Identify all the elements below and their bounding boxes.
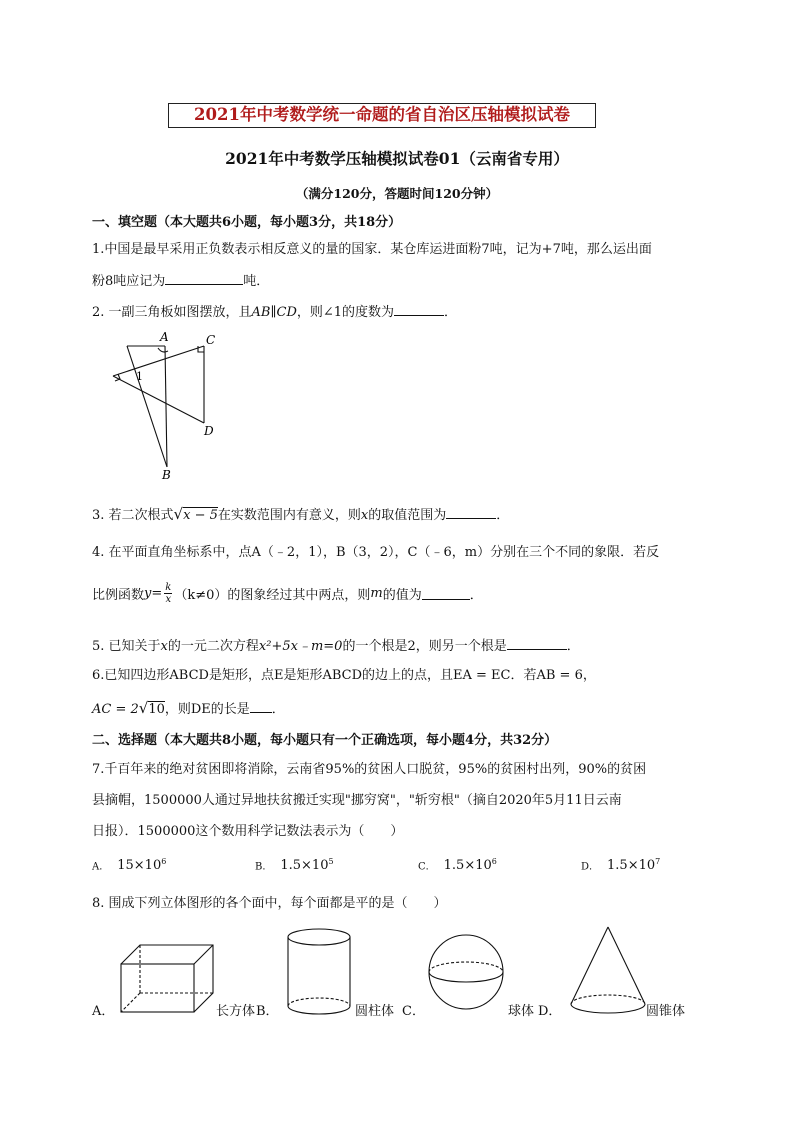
- question-6-text-b: ，则DE的长是: [164, 702, 250, 717]
- option-exponent: 7: [655, 857, 661, 866]
- question-4-eq: =: [151, 586, 163, 601]
- question-1-answer-blank[interactable]: [165, 273, 243, 285]
- option-exponent: 6: [161, 857, 167, 866]
- option-d-label: D．: [538, 1004, 562, 1019]
- question-3-text-d: ．: [496, 508, 510, 523]
- question-5-text-b: 的一元二次方程: [167, 639, 259, 654]
- question-4-fraction: [164, 582, 172, 605]
- question-3-text-a: 3. 若二次根式: [92, 508, 174, 523]
- question-7-option-d[interactable]: [581, 857, 660, 873]
- question-2-answer-blank[interactable]: [394, 304, 444, 316]
- question-2-parallel-expr: AB∥CD: [251, 305, 297, 320]
- question-7-line-2: 县摘帽，1500000人通过异地扶贫搬迁实现"挪穷窝"，"斩穷根"（摘自2020年5月11日云南: [92, 793, 622, 808]
- question-5-text-c: 的一个根是2，则另一个根是: [342, 639, 507, 654]
- option-label: C．: [418, 861, 436, 873]
- question-5-x: x: [160, 639, 168, 654]
- option-c-label: C．: [402, 1004, 425, 1019]
- section-choice-heading: 二、选择题（本大题共8小题，每小题只有一个正确选项，每小题4分，共32分）: [92, 733, 558, 748]
- option-a-label: A．: [92, 1004, 115, 1019]
- question-6-line-1: 6.已知四边形ABCD是矩形，点E是矩形ABCD的边上的点，且EA = EC．若AB = 6，: [92, 668, 596, 683]
- section-fill-in-heading: 一、填空题（本大题共6小题，每小题3分，共18分）: [92, 215, 402, 230]
- option-exponent: 6: [491, 857, 497, 866]
- option-value: 1.5×10: [607, 858, 656, 874]
- cone-caption: 圆锥体: [646, 1004, 686, 1019]
- fraction-numerator: k: [165, 582, 172, 593]
- question-5-text-d: ．: [566, 639, 580, 654]
- question-2-text-a: 2. 一副三角板如图摆放，且: [92, 305, 252, 320]
- question-4-line-1: 4. 在平面直角坐标系中，点A（﹣2，1），B（3，2），C（﹣6，m）分别在三个不同的象限．若反: [92, 545, 660, 560]
- sqrt-symbol: √: [138, 699, 149, 717]
- question-6-answer-blank[interactable]: [250, 701, 272, 713]
- option-value: 1.5×10: [280, 858, 329, 874]
- figure-label-b: B: [162, 468, 171, 482]
- sphere-caption: 球体: [508, 1004, 535, 1019]
- question-3-text-b: 在实数范围内有意义，则: [217, 508, 361, 523]
- question-4-y: y: [144, 586, 152, 601]
- question-6-radicand: 10: [148, 702, 165, 717]
- question-7-option-a[interactable]: [92, 857, 166, 873]
- question-3-var: x: [360, 508, 369, 523]
- question-7-line-3: 日报）．1500000这个数用科学记数法表示为（ ）: [92, 824, 404, 839]
- option-b-label: B．: [256, 1004, 279, 1019]
- cuboid-caption: 长方体: [216, 1004, 256, 1019]
- question-4-m: m: [370, 586, 383, 601]
- option-label: A．: [92, 861, 110, 873]
- question-4-text-c: ．: [469, 588, 483, 603]
- cylinder-figure[interactable]: [284, 926, 354, 1018]
- figure-label-a: A: [160, 330, 169, 344]
- question-5-stem: [92, 635, 580, 654]
- option-label: B．: [255, 861, 273, 873]
- question-2-triangle-figure: [100, 328, 230, 483]
- question-5-equation: x²+5x﹣m=0: [258, 639, 343, 654]
- question-2-text-c: ．: [444, 305, 458, 320]
- option-value: 15×10: [117, 858, 162, 874]
- cone-figure[interactable]: [568, 924, 648, 1018]
- question-3-stem: [92, 504, 509, 523]
- option-label: D．: [581, 861, 600, 873]
- question-3-radicand: x − 5: [183, 508, 218, 523]
- figure-label-angle-1: 1: [136, 370, 143, 383]
- question-6-ac: AC = 2: [92, 702, 139, 717]
- option-exponent: 5: [328, 857, 334, 866]
- question-2-stem: [92, 301, 457, 320]
- exam-title: 2021年中考数学压轴模拟试卷01（云南省专用）: [225, 149, 569, 168]
- cylinder-caption: 圆柱体: [355, 1004, 395, 1019]
- cuboid-figure[interactable]: [118, 940, 216, 1020]
- sphere-figure[interactable]: [426, 932, 506, 1012]
- question-2-text-b: ，则∠1的度数为: [296, 305, 395, 320]
- question-5-text-a: 5. 已知关于: [92, 639, 161, 654]
- question-8-stem: 8. 围成下列立体图形的各个面中，每个面都是平的是（ ）: [92, 896, 447, 911]
- question-4-line-2: [92, 582, 483, 605]
- question-4-text-b: 的值为: [382, 588, 422, 603]
- question-4-condition: （k≠0）的图象经过其中两点，则: [174, 588, 371, 603]
- question-1-text-a: 粉8吨应记为: [92, 274, 166, 289]
- question-1-line-1: 1.中国是最早采用正负数表示相反意义的量的国家．某仓库运进面粉7吨，记为+7吨，那么运出面: [92, 242, 652, 257]
- figure-label-c: C: [206, 333, 216, 347]
- sqrt-symbol: √: [173, 505, 184, 523]
- question-7-option-b[interactable]: [255, 857, 334, 873]
- question-3-answer-blank[interactable]: [446, 507, 496, 519]
- question-4-text-a: 比例函数: [92, 588, 145, 603]
- question-6-line-2: [92, 698, 285, 717]
- fraction-denominator: x: [165, 594, 172, 605]
- question-1-line-2: [92, 270, 269, 289]
- question-1-text-b: 吨．: [243, 274, 270, 289]
- question-4-answer-blank[interactable]: [422, 588, 470, 600]
- question-7-line-1: 7.千百年来的绝对贫困即将消除，云南省95%的贫困人口脱贫，95%的贫困村出列，90%的贫困: [92, 762, 647, 777]
- question-5-answer-blank[interactable]: [507, 638, 567, 650]
- collection-banner: 2021年中考数学统一命题的省自治区压轴模拟试卷: [168, 103, 596, 128]
- question-7-option-c[interactable]: [418, 857, 497, 873]
- question-3-text-c: 的取值范围为: [368, 508, 447, 523]
- question-6-text-c: ．: [271, 702, 285, 717]
- exam-subtitle: （满分120分，答题时间120分钟）: [295, 186, 499, 201]
- figure-label-d: D: [204, 424, 214, 438]
- option-value: 1.5×10: [443, 858, 492, 874]
